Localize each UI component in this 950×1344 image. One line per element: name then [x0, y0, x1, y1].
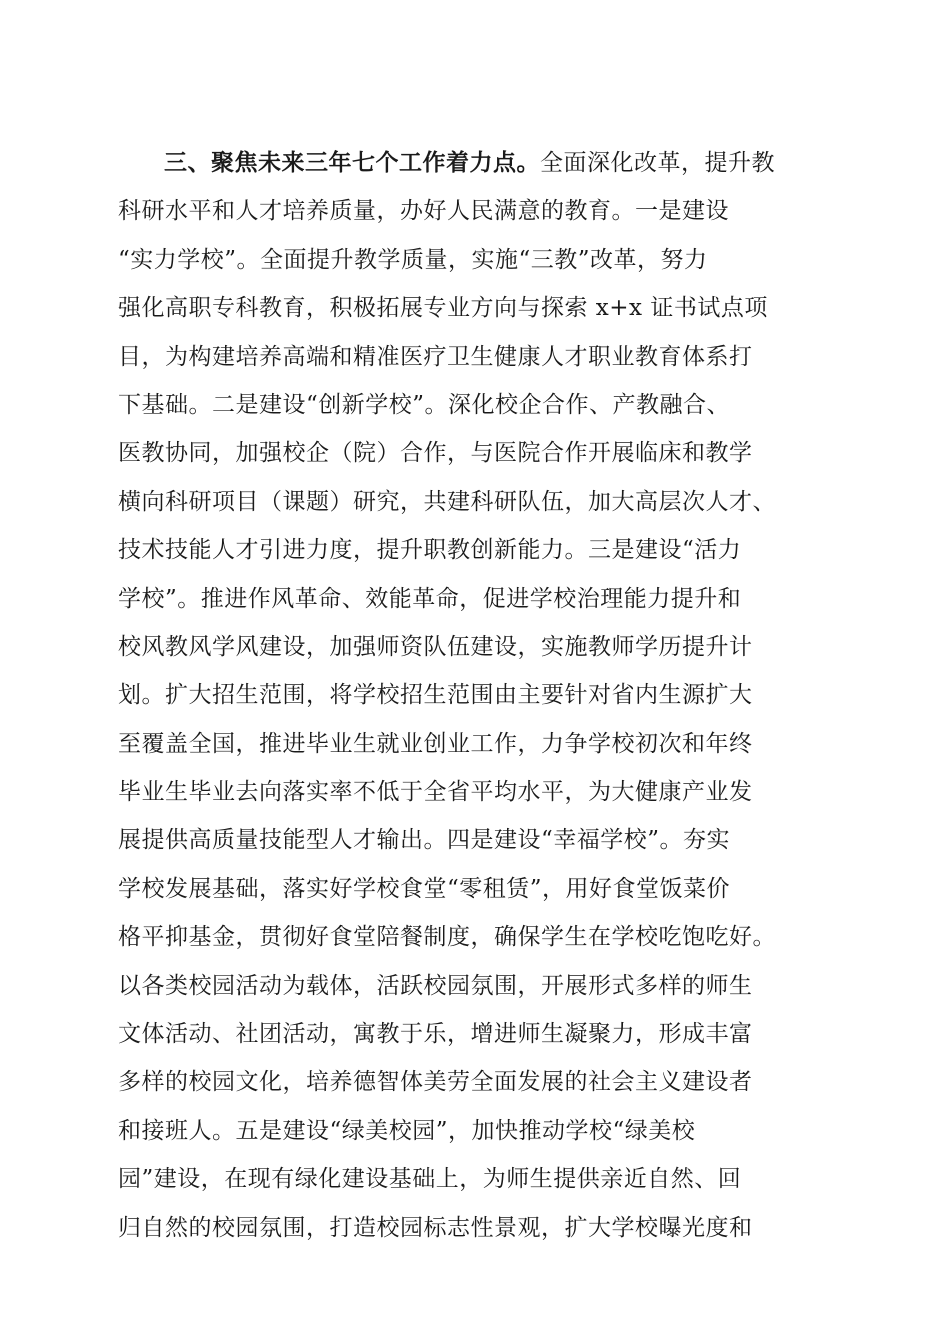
paragraph-line-1 — [118, 139, 838, 187]
paragraph-line: 和接班人。五是建设“绿美校园”，加快推动学校“绿美校 — [118, 1117, 696, 1144]
paragraph-line: 格平抑基金，贯彻好食堂陪餐制度，确保学生在学校吃饱吃好。 — [118, 924, 776, 951]
paragraph-line: 学校发展基础，落实好学校食堂“零租赁”，用好食堂饭菜价 — [118, 875, 731, 902]
paragraph-line: 展提供高质量技能型人才输出。四是建设“幸福学校”。夯实 — [118, 827, 731, 854]
paragraph-line: 划。扩大招生范围，将学校招生范围由主要针对省内生源扩大 — [118, 682, 753, 709]
paragraph-line: “实力学校”。全面提升教学质量，实施“三教”改革，努力 — [118, 246, 708, 273]
body-paragraph — [118, 139, 838, 1252]
paragraph-line: 科研水平和人才培养质量，办好人民满意的教育。一是建设 — [118, 198, 729, 225]
paragraph-line: 毕业生毕业去向落实率不低于全省平均水平，为大健康产业发 — [118, 779, 753, 806]
paragraph-line: 以各类校园活动为载体，活跃校园氛围，开展形式多样的师生 — [118, 972, 753, 999]
paragraph-line: 技术技能人才引进力度，提升职教创新能力。三是建设“活力 — [118, 537, 742, 564]
paragraph-line: 目，为构建培养高端和精准医疗卫生健康人才职业教育体系打 — [118, 343, 753, 370]
paragraph-line: 至覆盖全国，推进毕业生就业创业工作，力争学校初次和年终 — [118, 730, 753, 757]
paragraph-line: 学校”。推进作风革命、效能革命，促进学校治理能力提升和 — [118, 585, 742, 612]
paragraph-line: 校风教风学风建设，加强师资队伍建设，实施教师学历提升计 — [118, 633, 753, 660]
paragraph-line: 强化高职专科教育，积极拓展专业方向与探索 x+x 证书试点项 — [118, 295, 768, 322]
paragraph-line: 园”建设，在现有绿化建设基础上，为师生提供亲近自然、回 — [118, 1166, 742, 1193]
paragraph-line: 医教协同，加强校企（院）合作，与医院合作开展临床和教学 — [118, 440, 753, 467]
paragraph-line: 横向科研项目（课题）研究，共建科研队伍，加大高层次人才、 — [118, 488, 776, 515]
paragraph-text: 全面深化改革，提升教 — [540, 150, 775, 176]
paragraph-line: 文体活动、社团活动，寓教于乐，增进师生凝聚力，形成丰富 — [118, 1021, 753, 1048]
section-heading: 三、聚焦未来三年七个工作着力点。 — [164, 149, 540, 176]
paragraph-line: 归自然的校园氛围，打造校园标志性景观，扩大学校曝光度和 — [118, 1214, 753, 1241]
paragraph-line: 下基础。二是建设“创新学校”。深化校企合作、产教融合、 — [118, 391, 731, 418]
paragraph-line: 多样的校园文化，培养德智体美劳全面发展的社会主义建设者 — [118, 1069, 753, 1096]
